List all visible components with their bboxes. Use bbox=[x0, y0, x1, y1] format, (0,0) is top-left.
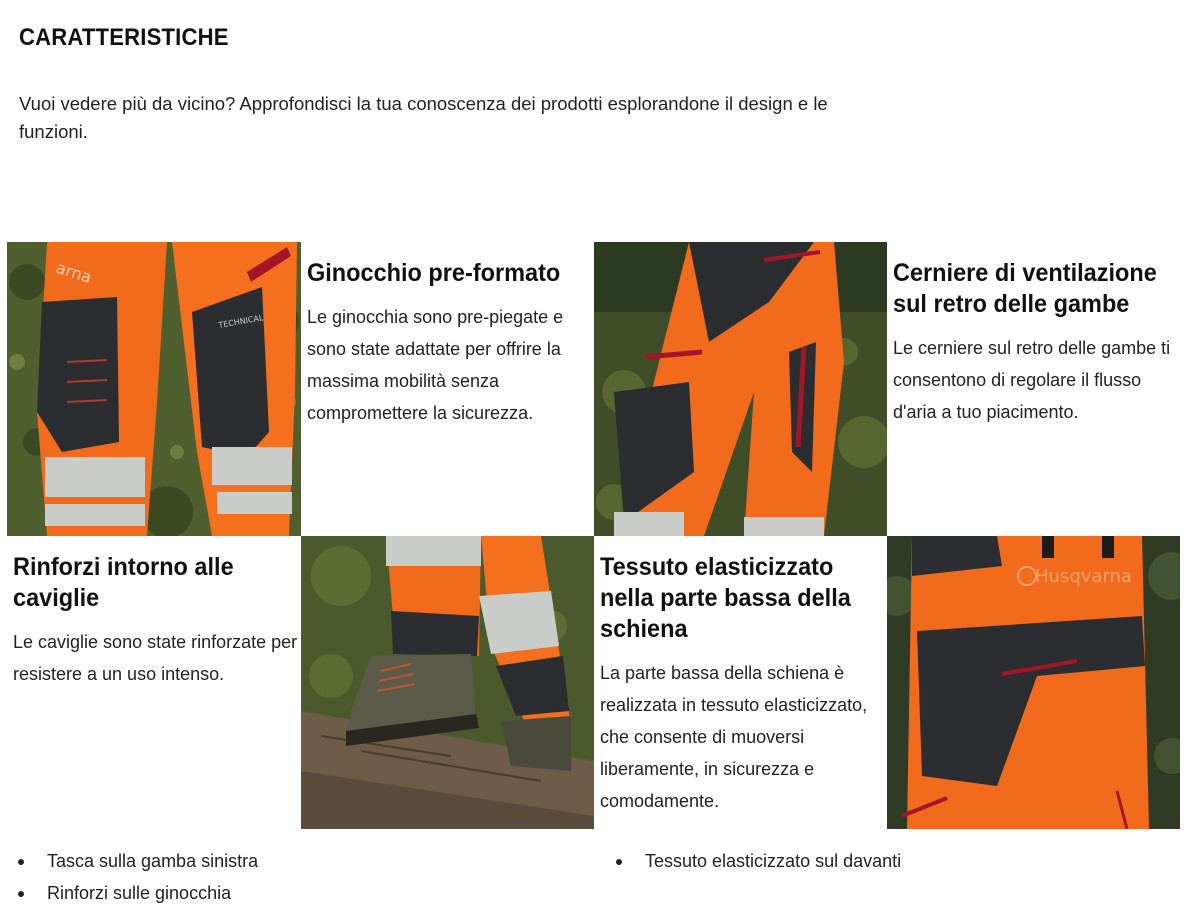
knee-photo bbox=[7, 242, 301, 536]
feature-title: Rinforzi intorno alle caviglie bbox=[13, 553, 234, 612]
feature-ventilation bbox=[893, 258, 1183, 428]
feature-lower-back bbox=[600, 552, 885, 817]
back-brand-text: Husqvarna bbox=[1035, 566, 1132, 587]
feature-ankles bbox=[13, 552, 303, 690]
feature-text: Le caviglie sono state rinforzate per resistere a un uso intenso. bbox=[13, 632, 298, 684]
list-item: Tessuto elasticizzato sul davanti bbox=[616, 845, 901, 877]
list-item: Rinforzi sulle ginocchia bbox=[18, 877, 258, 909]
back-photo bbox=[887, 536, 1180, 829]
knee-brand-text: arna bbox=[53, 257, 94, 287]
feature-text: La parte bassa della schiena è realizzata in tessuto elasticizzato, che consente di muoversi liberamente, in sicurezza e comodamente. bbox=[600, 663, 868, 811]
feature-title: Tessuto elasticizzato nella parte bassa della schiena bbox=[600, 553, 851, 643]
knee-tag-text: TECHNICAL bbox=[217, 313, 265, 330]
feature-title: Cerniere di ventilazione sul retro delle gambe bbox=[893, 259, 1157, 318]
feature-knee bbox=[307, 258, 587, 429]
ankle-photo bbox=[301, 536, 594, 829]
leg-zipper-photo bbox=[594, 242, 887, 536]
section-intro: Vuoi vedere più da vicino? Approfondisci la tua conoscenza dei prodotti esplorandone il design e le funzioni. bbox=[19, 93, 828, 142]
bullet-list-left bbox=[18, 845, 258, 909]
feature-text: Le ginocchia sono pre-piegate e sono state adattate per offrire la massima mobilità senza compromettere la sicurezza. bbox=[307, 307, 564, 423]
feature-text: Le cerniere sul retro delle gambe ti consentono di regolare il flusso d'aria a tuo piacimento. bbox=[893, 338, 1171, 422]
section-title: CARATTERISTICHE bbox=[19, 24, 229, 51]
feature-title: Ginocchio pre-formato bbox=[307, 259, 561, 287]
list-item: Tasca sulla gamba sinistra bbox=[18, 845, 258, 877]
bullet-list-right bbox=[616, 845, 901, 877]
